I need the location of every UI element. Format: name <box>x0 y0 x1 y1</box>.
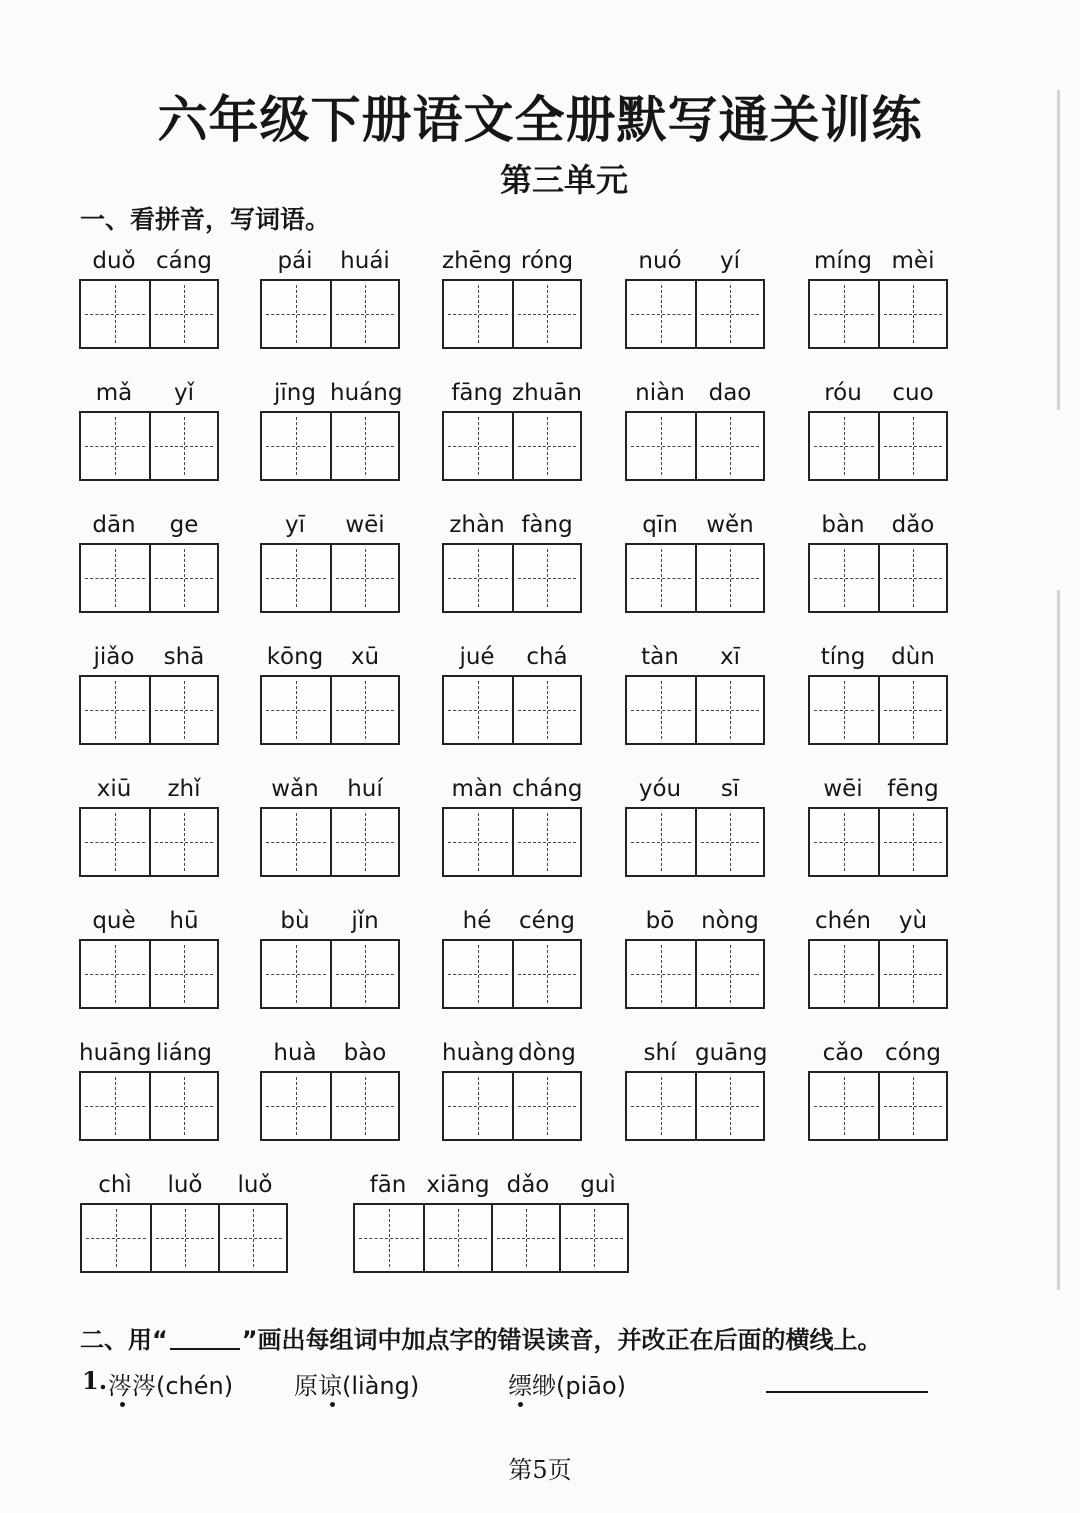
writing-boxes <box>79 411 219 481</box>
pinyin-syllable: hé <box>462 908 492 934</box>
pinyin-row <box>808 378 948 408</box>
character-box[interactable] <box>878 677 946 743</box>
pinyin-syllable: dùn <box>891 644 935 670</box>
character-box[interactable] <box>149 941 217 1007</box>
pinyin-syllable: xū <box>350 644 380 670</box>
pinyin-row <box>808 774 948 804</box>
word-item <box>260 1038 400 1141</box>
pinyin-syllable: tàn <box>641 644 679 670</box>
pinyin-syllable: duǒ <box>92 248 136 274</box>
character-box[interactable] <box>81 941 149 1007</box>
character-box[interactable] <box>491 1205 559 1271</box>
pinyin-row <box>442 1038 582 1068</box>
writing-boxes <box>353 1203 629 1273</box>
word-item <box>442 774 582 877</box>
character-box[interactable] <box>150 1205 218 1271</box>
character-box[interactable] <box>149 545 217 611</box>
page-edge-mark <box>1057 590 1060 1290</box>
pinyin-row <box>260 642 400 672</box>
character-box[interactable] <box>627 941 695 1007</box>
word-item <box>808 642 948 745</box>
writing-boxes <box>79 675 219 745</box>
pinyin-syllable: zhuān <box>512 380 582 406</box>
character-box[interactable] <box>444 809 512 875</box>
pinyin-syllable: nuó <box>638 248 682 274</box>
word-item <box>808 906 948 1009</box>
writing-boxes <box>79 543 219 613</box>
word-item <box>79 906 219 1009</box>
section-2-heading-end: ”画出每组词中加点字的错误读音，并改正在后面的横线上。 <box>241 1326 882 1354</box>
pinyin-row <box>79 906 219 936</box>
pinyin-syllable: bō <box>645 908 675 934</box>
pinyin-syllable: dān <box>92 512 136 538</box>
character-box[interactable] <box>810 545 878 611</box>
character-box[interactable] <box>81 281 149 347</box>
character-box[interactable] <box>330 413 398 479</box>
pinyin-syllable: jīng <box>274 380 316 406</box>
word-item <box>79 642 219 745</box>
writing-boxes <box>79 279 219 349</box>
character-box[interactable] <box>695 677 763 743</box>
character-box[interactable] <box>218 1205 286 1271</box>
writing-boxes <box>808 939 948 1009</box>
emphasis-dot <box>518 1402 523 1407</box>
character-box[interactable] <box>423 1205 491 1271</box>
pinyin-syllable: jiǎo <box>93 644 135 670</box>
pinyin-syllable: mèi <box>891 248 935 274</box>
pinyin-syllable: yí <box>719 248 740 274</box>
pinyin-row <box>442 246 582 276</box>
character-box[interactable] <box>810 1073 878 1139</box>
character-box[interactable] <box>355 1205 423 1271</box>
pinyin-syllable: guì <box>580 1172 616 1198</box>
character-box[interactable] <box>695 281 763 347</box>
writing-boxes <box>625 411 765 481</box>
writing-boxes <box>260 939 400 1009</box>
character-box[interactable] <box>627 1073 695 1139</box>
writing-boxes <box>625 675 765 745</box>
pinyin-syllable: zhǐ <box>167 776 201 802</box>
writing-boxes <box>442 279 582 349</box>
pinyin-row <box>79 1038 219 1068</box>
word-item <box>808 774 948 877</box>
pinyin-syllable: yóu <box>638 776 682 802</box>
pinyin-syllable: hū <box>169 908 199 934</box>
pinyin-syllable: fēng <box>887 776 939 802</box>
writing-boxes <box>442 675 582 745</box>
pinyin-syllable: pái <box>277 248 313 274</box>
character-box[interactable] <box>512 281 580 347</box>
pinyin-row <box>260 1038 400 1068</box>
writing-boxes <box>808 1071 948 1141</box>
character-box[interactable] <box>81 545 149 611</box>
pinyin-syllable: guāng <box>695 1040 768 1066</box>
pinyin-row <box>625 378 765 408</box>
character-box[interactable] <box>878 413 946 479</box>
page-title: 六年级下册语文全册默写通关训练 <box>157 91 923 149</box>
pinyin-syllable: xiū <box>96 776 132 802</box>
writing-boxes <box>808 279 948 349</box>
word-item <box>625 906 765 1009</box>
writing-boxes <box>808 543 948 613</box>
pinyin-row <box>625 906 765 936</box>
character-box[interactable] <box>810 281 878 347</box>
character-box[interactable] <box>149 677 217 743</box>
word-item <box>79 774 219 877</box>
pinyin-row <box>260 246 400 276</box>
pinyin-row <box>79 774 219 804</box>
pinyin-row <box>625 774 765 804</box>
word-item <box>79 1038 219 1141</box>
writing-boxes <box>79 939 219 1009</box>
pinyin-row <box>442 642 582 672</box>
character-box[interactable] <box>695 413 763 479</box>
character-box[interactable] <box>82 1205 150 1271</box>
writing-boxes <box>260 411 400 481</box>
pinyin-row <box>808 906 948 936</box>
character-box[interactable] <box>627 545 695 611</box>
writing-boxes <box>625 279 765 349</box>
question-1-word-a: 涔涔(chén) <box>108 1372 234 1400</box>
section-2-heading <box>80 1320 882 1355</box>
character-box[interactable] <box>81 809 149 875</box>
pinyin-syllable: wěn <box>706 512 754 538</box>
writing-boxes <box>260 543 400 613</box>
character-box[interactable] <box>262 545 330 611</box>
word-item <box>442 378 582 481</box>
word-item <box>808 378 948 481</box>
pinyin-syllable: fàng <box>521 512 573 538</box>
pinyin-syllable: cuo <box>892 380 934 406</box>
pinyin-row <box>808 510 948 540</box>
character-box[interactable] <box>512 809 580 875</box>
pinyin-syllable: róu <box>824 380 862 406</box>
pinyin-syllable: cóng <box>885 1040 941 1066</box>
character-box[interactable] <box>878 1073 946 1139</box>
character-box[interactable] <box>512 677 580 743</box>
character-box[interactable] <box>444 1073 512 1139</box>
pinyin-syllable: chì <box>98 1172 132 1198</box>
section-2-heading-start: 二、用“ <box>80 1326 168 1354</box>
answer-line[interactable] <box>766 1391 928 1393</box>
character-box[interactable] <box>878 545 946 611</box>
character-box[interactable] <box>627 413 695 479</box>
pinyin-syllable: yù <box>898 908 928 934</box>
word-item <box>260 642 400 745</box>
character-box[interactable] <box>878 281 946 347</box>
character-box[interactable] <box>444 677 512 743</box>
pinyin-row <box>625 1038 768 1068</box>
word-item <box>80 1170 290 1273</box>
pinyin-syllable: liáng <box>155 1040 213 1066</box>
pinyin-syllable: wǎn <box>271 776 319 802</box>
pinyin-row <box>808 1038 948 1068</box>
character-box[interactable] <box>149 281 217 347</box>
word-item <box>808 246 948 349</box>
unit-title: 第三单元 <box>499 161 628 199</box>
writing-boxes <box>625 543 765 613</box>
pinyin-row <box>442 510 582 540</box>
pinyin-syllable: xī <box>719 644 740 670</box>
writing-boxes <box>260 807 400 877</box>
word-item <box>353 1170 633 1273</box>
word-item <box>625 378 765 481</box>
pinyin-syllable: niàn <box>635 380 685 406</box>
question-1-number: 1. <box>82 1366 108 1395</box>
writing-boxes <box>442 411 582 481</box>
pinyin-syllable: shí <box>643 1040 677 1066</box>
pinyin-syllable: luǒ <box>167 1172 203 1198</box>
emphasis-dot <box>330 1402 335 1407</box>
pinyin-syllable: huàng <box>442 1040 515 1066</box>
word-item <box>625 774 765 877</box>
pinyin-syllable: míng <box>814 248 872 274</box>
character-box[interactable] <box>512 1073 580 1139</box>
character-box[interactable] <box>262 941 330 1007</box>
pinyin-syllable: yǐ <box>173 380 194 406</box>
character-box[interactable] <box>149 413 217 479</box>
pinyin-syllable: róng <box>520 248 574 274</box>
character-box[interactable] <box>810 413 878 479</box>
emphasis-dot <box>120 1402 125 1407</box>
pinyin-row <box>442 378 582 408</box>
character-box[interactable] <box>81 1073 149 1139</box>
pinyin-syllable: bù <box>280 908 310 934</box>
character-box[interactable] <box>262 677 330 743</box>
pinyin-syllable: zhàn <box>449 512 505 538</box>
pinyin-syllable: huāng <box>79 1040 152 1066</box>
question-1-word-c: 缥缈(piāo) <box>508 1372 627 1400</box>
pinyin-syllable: mǎ <box>95 380 133 406</box>
pinyin-syllable: wēi <box>345 512 385 538</box>
page-number: 第5页 <box>508 1456 572 1484</box>
word-item <box>442 510 582 613</box>
pinyin-row <box>260 774 400 804</box>
pinyin-syllable: huáng <box>330 380 403 406</box>
character-box[interactable] <box>810 941 878 1007</box>
writing-boxes <box>442 939 582 1009</box>
character-box[interactable] <box>330 1073 398 1139</box>
character-box[interactable] <box>262 1073 330 1139</box>
pinyin-syllable: huà <box>273 1040 317 1066</box>
pinyin-syllable: yī <box>284 512 305 538</box>
pinyin-syllable: huí <box>347 776 383 802</box>
word-item <box>625 642 765 745</box>
pinyin-syllable: tíng <box>820 644 866 670</box>
pinyin-syllable: wēi <box>823 776 863 802</box>
pinyin-row <box>79 642 219 672</box>
writing-boxes <box>80 1203 288 1273</box>
pinyin-syllable: shā <box>163 644 205 670</box>
character-box[interactable] <box>262 281 330 347</box>
character-box[interactable] <box>149 1073 217 1139</box>
character-box[interactable] <box>81 413 149 479</box>
word-item <box>79 246 219 349</box>
pinyin-syllable: chén <box>815 908 871 934</box>
character-box[interactable] <box>627 809 695 875</box>
writing-boxes <box>442 807 582 877</box>
character-box[interactable] <box>330 545 398 611</box>
pinyin-syllable: sī <box>720 776 740 802</box>
writing-boxes <box>260 1071 400 1141</box>
pinyin-row <box>625 510 765 540</box>
character-box[interactable] <box>695 941 763 1007</box>
pinyin-syllable: fāng <box>451 380 503 406</box>
word-item <box>260 378 403 481</box>
writing-boxes <box>442 543 582 613</box>
writing-boxes <box>808 675 948 745</box>
word-item <box>442 1038 582 1141</box>
pinyin-row <box>442 906 582 936</box>
character-box[interactable] <box>81 677 149 743</box>
character-box[interactable] <box>878 809 946 875</box>
character-box[interactable] <box>149 809 217 875</box>
word-item <box>625 1038 768 1141</box>
writing-boxes <box>625 807 765 877</box>
character-box[interactable] <box>695 545 763 611</box>
writing-boxes <box>260 279 400 349</box>
writing-boxes <box>79 1071 219 1141</box>
pinyin-syllable: zhēng <box>442 248 512 274</box>
pinyin-row <box>260 378 403 408</box>
question-1-word-b: 原谅(liàng) <box>294 1372 420 1400</box>
character-box[interactable] <box>330 281 398 347</box>
pinyin-row <box>79 510 219 540</box>
pinyin-syllable: cáng <box>156 248 212 274</box>
character-box[interactable] <box>444 281 512 347</box>
writing-boxes <box>808 411 948 481</box>
writing-boxes <box>442 1071 582 1141</box>
character-box[interactable] <box>444 941 512 1007</box>
pinyin-syllable: màn <box>451 776 503 802</box>
pinyin-row <box>808 246 948 276</box>
pinyin-syllable: dòng <box>518 1040 576 1066</box>
pinyin-row <box>808 642 948 672</box>
writing-boxes <box>260 675 400 745</box>
pinyin-syllable: ge <box>169 512 199 538</box>
pinyin-row <box>80 1170 290 1200</box>
word-item <box>260 510 400 613</box>
character-box[interactable] <box>627 281 695 347</box>
pinyin-syllable: bào <box>343 1040 387 1066</box>
pinyin-syllable: jué <box>459 644 495 670</box>
section-1-heading: 一、看拼音，写词语。 <box>80 205 331 234</box>
pinyin-syllable: qīn <box>642 512 678 538</box>
underline-sample <box>170 1330 240 1350</box>
pinyin-syllable: huái <box>340 248 390 274</box>
word-item <box>260 246 400 349</box>
pinyin-syllable: cǎo <box>822 1040 864 1066</box>
pinyin-syllable: bàn <box>821 512 865 538</box>
pinyin-row <box>79 246 219 276</box>
character-box[interactable] <box>330 677 398 743</box>
writing-boxes <box>79 807 219 877</box>
character-box[interactable] <box>330 809 398 875</box>
writing-boxes <box>808 807 948 877</box>
pinyin-syllable: luǒ <box>237 1172 273 1198</box>
pinyin-row <box>260 510 400 540</box>
pinyin-syllable: dǎo <box>891 512 935 538</box>
character-box[interactable] <box>444 545 512 611</box>
character-box[interactable] <box>878 941 946 1007</box>
word-item <box>260 906 400 1009</box>
word-item <box>442 642 582 745</box>
pinyin-syllable: dao <box>708 380 752 406</box>
pinyin-syllable: chá <box>526 644 568 670</box>
writing-boxes <box>625 1071 765 1141</box>
word-item <box>260 774 400 877</box>
pinyin-syllable: fān <box>369 1172 407 1198</box>
character-box[interactable] <box>512 941 580 1007</box>
pinyin-syllable: què <box>92 908 136 934</box>
pinyin-syllable: céng <box>519 908 575 934</box>
word-item <box>625 246 765 349</box>
word-item <box>79 378 219 481</box>
pinyin-row <box>79 378 219 408</box>
character-box[interactable] <box>330 941 398 1007</box>
pinyin-row <box>625 246 765 276</box>
word-item <box>808 1038 948 1141</box>
character-box[interactable] <box>444 413 512 479</box>
character-box[interactable] <box>695 809 763 875</box>
word-item <box>79 510 219 613</box>
character-box[interactable] <box>627 677 695 743</box>
pinyin-row <box>625 642 765 672</box>
pinyin-syllable: dǎo <box>506 1172 550 1198</box>
character-box[interactable] <box>810 677 878 743</box>
pinyin-syllable: xiāng <box>426 1172 490 1198</box>
character-box[interactable] <box>262 809 330 875</box>
pinyin-syllable: kōng <box>266 644 324 670</box>
pinyin-row <box>260 906 400 936</box>
word-item <box>442 906 582 1009</box>
word-item <box>442 246 582 349</box>
pinyin-syllable: nòng <box>701 908 759 934</box>
writing-boxes <box>625 939 765 1009</box>
pinyin-row <box>442 774 582 804</box>
character-box[interactable] <box>512 545 580 611</box>
pinyin-syllable: jǐn <box>351 908 379 934</box>
word-item <box>808 510 948 613</box>
character-box[interactable] <box>810 809 878 875</box>
pinyin-syllable: cháng <box>512 776 583 802</box>
word-item <box>625 510 765 613</box>
character-box[interactable] <box>695 1073 763 1139</box>
character-box[interactable] <box>262 413 330 479</box>
character-box[interactable] <box>512 413 580 479</box>
character-box[interactable] <box>559 1205 627 1271</box>
pinyin-row <box>353 1170 633 1200</box>
